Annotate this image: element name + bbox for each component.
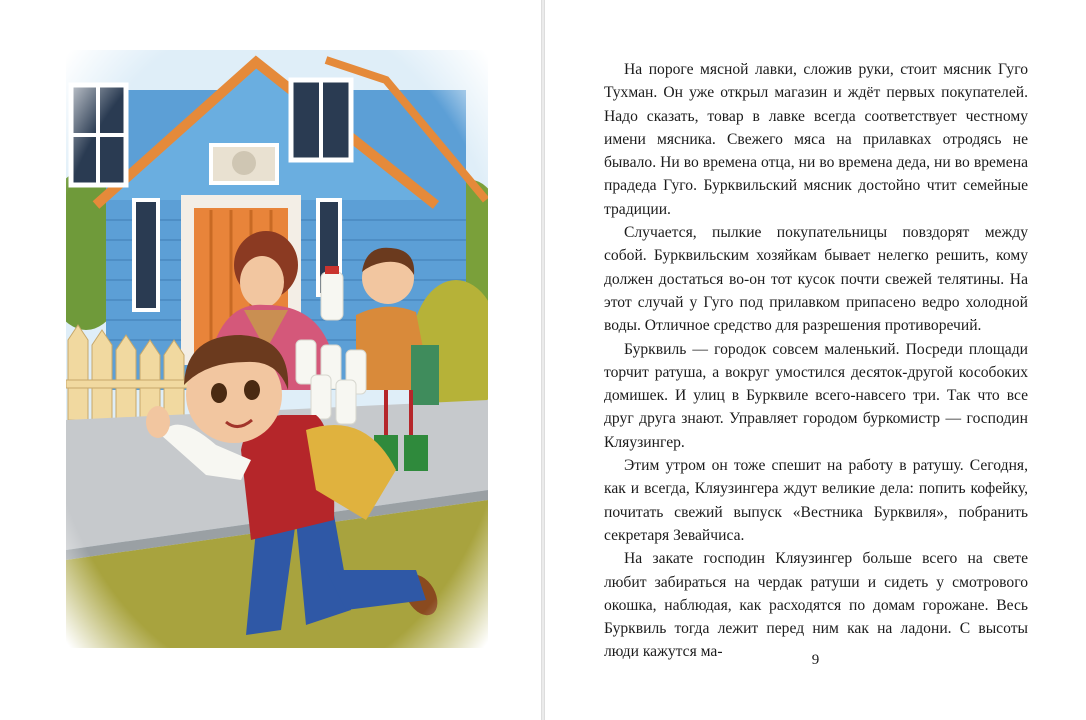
paragraph-4: Этим утром он тоже спешит на работу в ратушу. Сегодня, как и всегда, Кляузингера ждут великие дела: попить кофейку, почитать свежий выпуск «Вестника Бурквиля», побранить секретаря Зевайчиса.	[604, 457, 1028, 544]
illustration-svg	[66, 50, 488, 648]
paragraph-3: Бурквиль — городок совсем маленький. Посреди площади торчит ратуша, а вокруг умостился десяток-другой кособоких домишек. И улиц в Бурквиле всего-навсего три. Так что все друг друга знают. Управляет городом буркомистр — господин Кляузингер.	[604, 340, 1028, 451]
paragraph-5: На закате господин Кляузингер больше всего на свете любит забираться на чердак ратуши и сидеть у смотрового окошка, наблюдая, как расходятся по домам горожане. Весь Бурквиль тогда лежит перед ним как на ладони. С высоты люди кажутся ма-	[604, 550, 1028, 661]
illustration	[66, 50, 488, 648]
body-text	[604, 58, 1028, 664]
paragraph-1: На пороге мясной лавки, сложив руки, стоит мясник Гуго Тухман. Он уже открыл магазин и ждёт первых покупателей. Надо сказать, товар в лавке всегда соответствует честному имени мясника. Свежего мяса на прилавках отродясь не бывало. Ни во времена отца, ни во времена деда, ни во времена прадеда Гуго. Бурквильский мясник достойно чтит семейные традиции.	[604, 61, 1028, 218]
paragraph-2: Случается, пылкие покупательницы повздорят между собой. Бурквильским хозяйкам бывает нелегко решить, кому должен достаться во-он тот кусок почти свежей телятины. На этот случай у Гуго под прилавком припасено ведро холодной воды. Отличное средство для разрешения противоречий.	[604, 224, 1028, 335]
right-page	[545, 0, 1086, 720]
page-number: 9	[811, 652, 820, 668]
left-page	[0, 0, 541, 720]
